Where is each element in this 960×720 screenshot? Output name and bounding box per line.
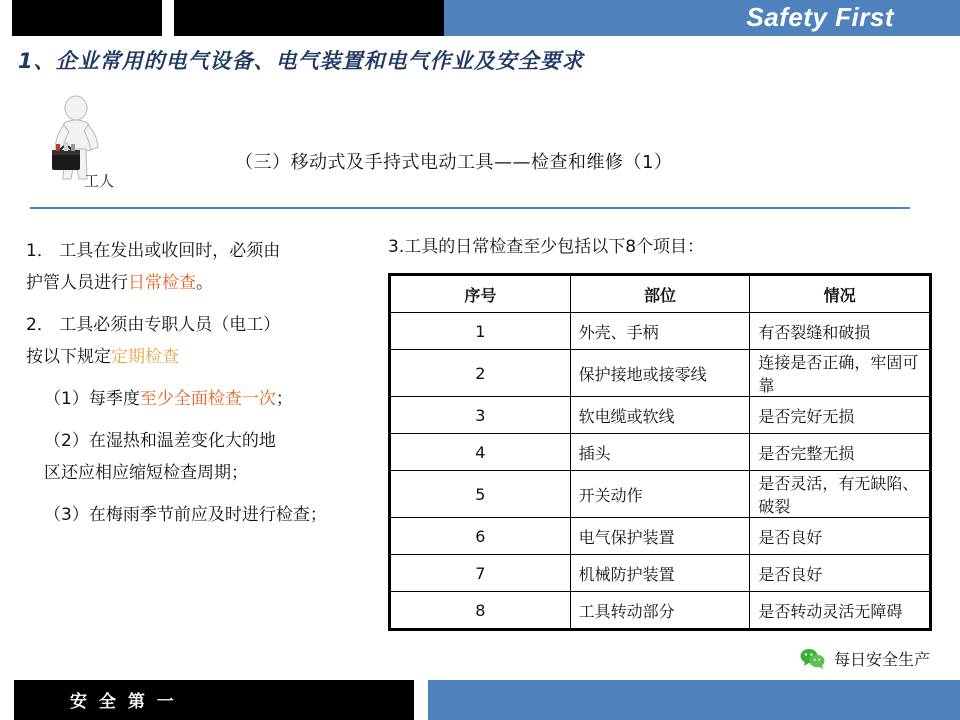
table-cell-condition: 是否完整无损 [750, 434, 930, 471]
left-content-column [26, 235, 366, 541]
left-sub-item-1-highlight: 至少全面检查一次 [139, 389, 276, 409]
left-sub-item-1-post: ； [275, 389, 293, 409]
table-header-condition: 情况 [750, 276, 930, 313]
divider-line [30, 207, 910, 209]
table-cell-index: 8 [391, 592, 571, 629]
table-header-row [391, 276, 930, 313]
checklist-table [390, 275, 930, 629]
worker-label: 工人 [84, 172, 115, 190]
table-cell-condition: 是否良好 [750, 555, 930, 592]
table-cell-condition: 是否良好 [750, 518, 930, 555]
right-content-column [388, 235, 928, 635]
section-heading: 1、企业常用的电气设备、电气装置和电气作业及安全要求 [18, 49, 584, 73]
left-sub-item-1 [26, 383, 366, 415]
table-cell-index: 3 [391, 397, 571, 434]
slide-subtitle: （三）移动式及手持式电动工具——检查和维修（1） [235, 152, 673, 173]
checklist-table-border [388, 273, 932, 631]
table-cell-index: 7 [391, 555, 571, 592]
table-cell-condition: 是否转动灵活无障碍 [750, 592, 930, 629]
table-cell-part: 外壳、手柄 [570, 313, 750, 350]
safety-first-title: Safety First [746, 2, 894, 32]
left-item-1 [26, 235, 366, 299]
checklist-title: 3.工具的日常检查至少包括以下8个项目： [388, 237, 705, 257]
bottom-banner-segment-white-2 [414, 680, 428, 720]
left-item-1-line2-pre: 护管人员进行 [26, 273, 128, 293]
wechat-icon [800, 648, 826, 670]
left-item-1-line1: 1． 工具在发出或收回时，必须由 [26, 241, 281, 261]
table-row [391, 313, 930, 350]
table-cell-index: 2 [391, 350, 571, 397]
table-row [391, 555, 930, 592]
bottom-banner-segment-white [0, 680, 14, 720]
wechat-badge [800, 647, 930, 670]
table-header-index: 序号 [391, 276, 571, 313]
top-banner-segment-black-2 [174, 0, 444, 36]
left-item-1-highlight: 日常检查 [128, 273, 196, 293]
left-item-1-line2-post: 。 [196, 273, 213, 293]
left-item-2 [26, 309, 366, 373]
top-banner [0, 0, 960, 36]
left-item-2-line1: 2． 工具必须由专职人员（电工） [26, 315, 281, 335]
table-cell-part: 开关动作 [570, 471, 750, 518]
table-cell-part: 软电缆或软线 [570, 397, 750, 434]
table-cell-part: 保护接地或接零线 [570, 350, 750, 397]
top-banner-segment-black-1 [12, 0, 162, 36]
table-cell-index: 5 [391, 471, 571, 518]
table-cell-index: 4 [391, 434, 571, 471]
left-sub-item-2-line2: 区还应相应缩短检查周期； [44, 463, 248, 483]
table-cell-index: 1 [391, 313, 571, 350]
left-sub-item-3: （3）在梅雨季节前应及时进行检查； [44, 505, 327, 525]
top-banner-segment-white-2 [162, 0, 174, 36]
bottom-banner [0, 680, 960, 720]
left-sub-item-1-pre: （1）每季度 [44, 389, 140, 409]
table-cell-condition: 是否完好无损 [750, 397, 930, 434]
table-row [391, 518, 930, 555]
left-sub-item-2 [26, 425, 366, 489]
table-row [391, 434, 930, 471]
table-cell-condition: 有否裂缝和破损 [750, 313, 930, 350]
table-header-part: 部位 [570, 276, 750, 313]
table-cell-part: 电气保护装置 [570, 518, 750, 555]
table-row [391, 350, 930, 397]
table-row [391, 471, 930, 518]
left-item-2-highlight: 定期检查 [111, 347, 179, 367]
table-cell-index: 6 [391, 518, 571, 555]
bottom-banner-segment-blue [428, 680, 960, 720]
left-item-2-line2-pre: 按以下规定 [26, 347, 111, 367]
bottom-banner-label: 安 全 第 一 [70, 692, 177, 712]
top-banner-segment-white [0, 0, 12, 36]
table-cell-part: 机械防护装置 [570, 555, 750, 592]
left-sub-item-2-line1: （2）在湿热和温差变化大的地 [44, 431, 276, 451]
table-cell-part: 插头 [570, 434, 750, 471]
table-cell-condition: 是否灵活，有无缺陷、破裂 [750, 471, 930, 518]
wechat-label: 每日安全生产 [833, 650, 930, 669]
table-row [391, 397, 930, 434]
table-cell-condition: 连接是否正确，牢固可靠 [750, 350, 930, 397]
table-row [391, 592, 930, 629]
table-cell-part: 工具转动部分 [570, 592, 750, 629]
